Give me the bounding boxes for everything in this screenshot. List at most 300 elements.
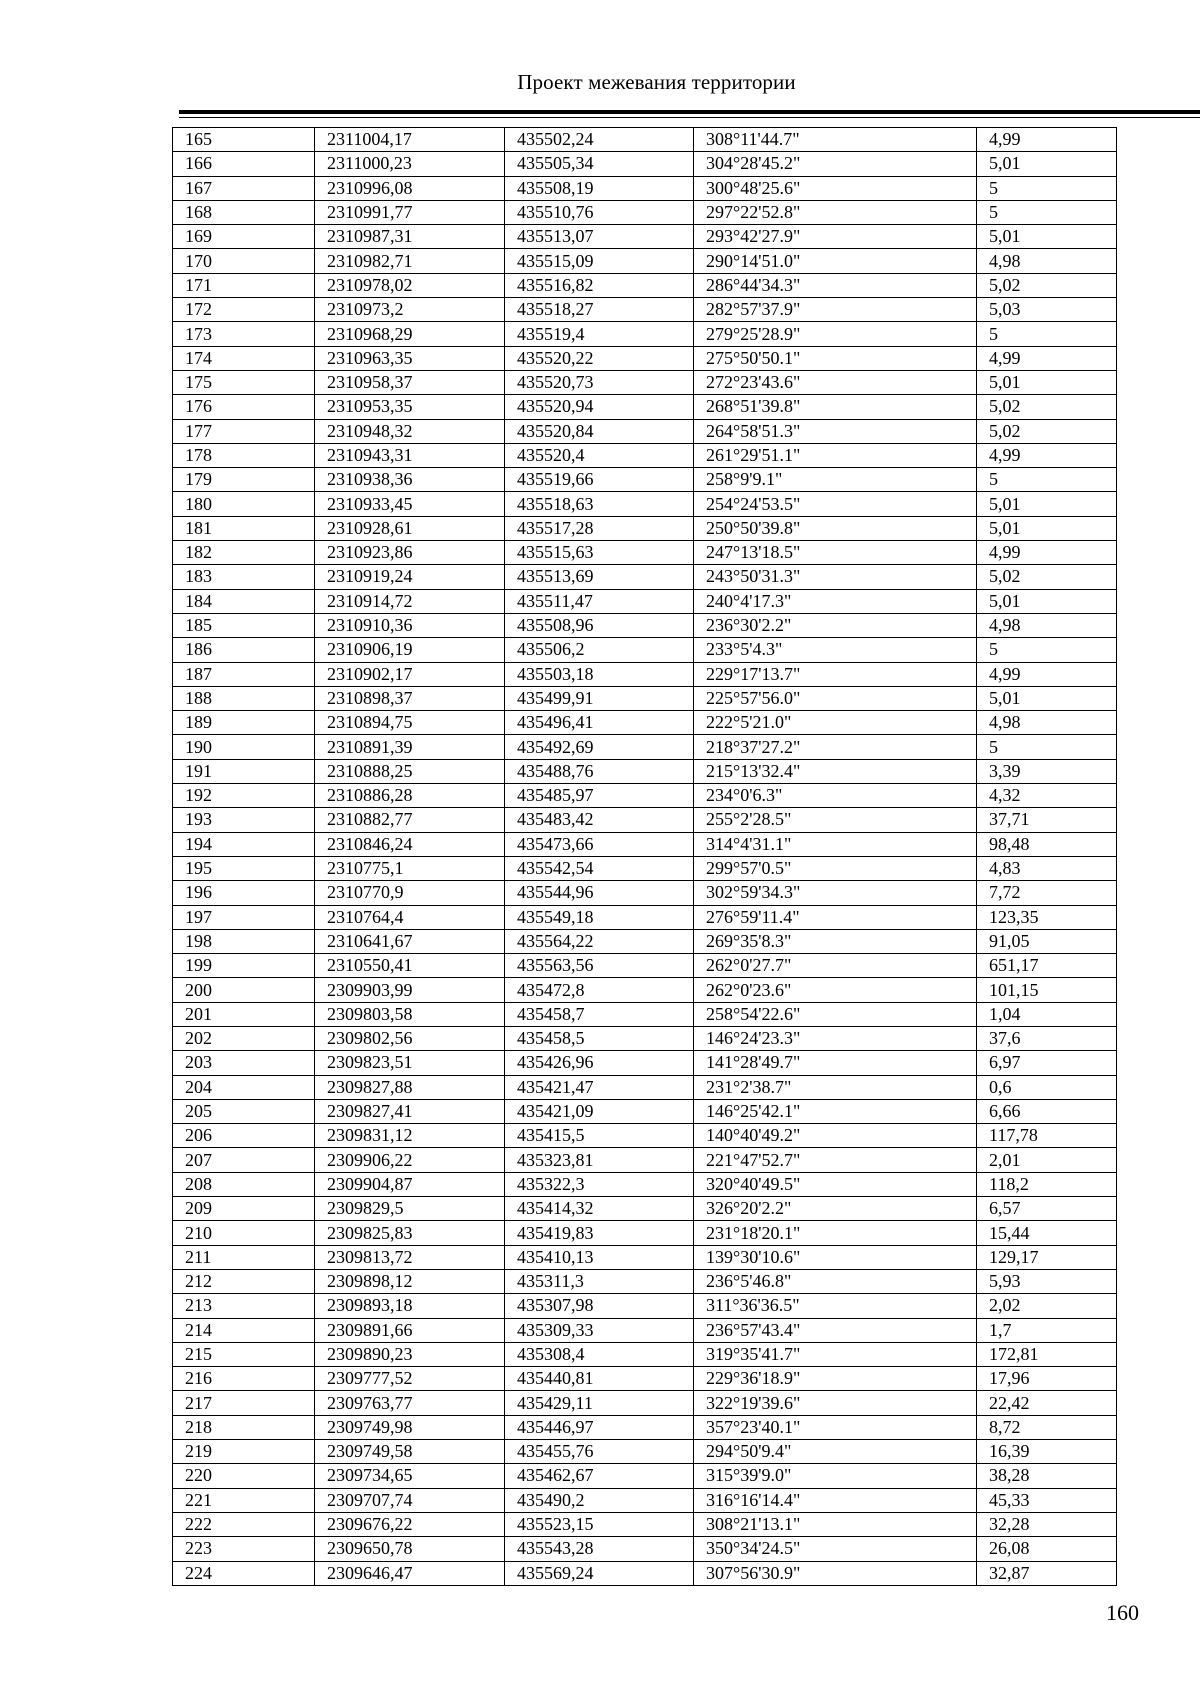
x-coordinate-cell: 2309906,22 [315,1148,505,1172]
x-coordinate-cell: 2309802,56 [315,1026,505,1050]
distance-cell: 118,2 [977,1172,1117,1196]
y-coordinate-cell: 435462,67 [505,1464,694,1488]
direction-angle-cell: 279°25'28.9" [694,322,977,346]
distance-cell: 5,02 [977,273,1117,297]
point-number-cell: 203 [173,1051,315,1075]
table-row [173,978,1117,1002]
point-number-cell: 167 [173,176,315,200]
distance-cell: 4,32 [977,784,1117,808]
direction-angle-cell: 293°42'27.9" [694,225,977,249]
point-number-cell: 179 [173,468,315,492]
x-coordinate-cell: 2309707,74 [315,1488,505,1512]
direction-angle-cell: 218°37'27.2" [694,735,977,759]
point-number-cell: 189 [173,711,315,735]
direction-angle-cell: 294°50'9.4" [694,1440,977,1464]
point-number-cell: 210 [173,1221,315,1245]
x-coordinate-cell: 2309763,77 [315,1391,505,1415]
distance-cell: 45,33 [977,1488,1117,1512]
direction-angle-cell: 139°30'10.6" [694,1245,977,1269]
y-coordinate-cell: 435569,24 [505,1561,694,1585]
direction-angle-cell: 326°20'2.2" [694,1197,977,1221]
point-number-cell: 205 [173,1099,315,1123]
point-number-cell: 171 [173,273,315,297]
point-number-cell: 178 [173,443,315,467]
direction-angle-cell: 146°25'42.1" [694,1099,977,1123]
distance-cell: 117,78 [977,1124,1117,1148]
point-number-cell: 204 [173,1075,315,1099]
distance-cell: 15,44 [977,1221,1117,1245]
point-number-cell: 200 [173,978,315,1002]
table-row [173,346,1117,370]
distance-cell: 37,6 [977,1026,1117,1050]
y-coordinate-cell: 435564,22 [505,929,694,953]
distance-cell: 4,99 [977,443,1117,467]
y-coordinate-cell: 435440,81 [505,1367,694,1391]
distance-cell: 1,04 [977,1002,1117,1026]
distance-cell: 4,98 [977,249,1117,273]
distance-cell: 129,17 [977,1245,1117,1269]
x-coordinate-cell: 2310978,02 [315,273,505,297]
y-coordinate-cell: 435426,96 [505,1051,694,1075]
x-coordinate-cell: 2309777,52 [315,1367,505,1391]
direction-angle-cell: 282°57'37.9" [694,298,977,322]
y-coordinate-cell: 435499,91 [505,686,694,710]
distance-cell: 5,02 [977,395,1117,419]
distance-cell: 5,01 [977,686,1117,710]
point-number-cell: 212 [173,1269,315,1293]
point-number-cell: 209 [173,1197,315,1221]
table-row [173,492,1117,516]
y-coordinate-cell: 435473,66 [505,832,694,856]
direction-angle-cell: 254°24'53.5" [694,492,977,516]
direction-angle-cell: 350°34'24.5" [694,1537,977,1561]
y-coordinate-cell: 435429,11 [505,1391,694,1415]
distance-cell: 5 [977,200,1117,224]
direction-angle-cell: 264°58'51.3" [694,419,977,443]
point-number-cell: 191 [173,759,315,783]
x-coordinate-cell: 2309898,12 [315,1269,505,1293]
distance-cell: 5,01 [977,152,1117,176]
table-row [173,1124,1117,1148]
x-coordinate-cell: 2310846,24 [315,832,505,856]
table-row [173,1148,1117,1172]
point-number-cell: 217 [173,1391,315,1415]
point-number-cell: 206 [173,1124,315,1148]
point-number-cell: 208 [173,1172,315,1196]
distance-cell: 4,99 [977,541,1117,565]
distance-cell: 37,71 [977,808,1117,832]
point-number-cell: 213 [173,1294,315,1318]
y-coordinate-cell: 435455,76 [505,1440,694,1464]
direction-angle-cell: 262°0'27.7" [694,954,977,978]
y-coordinate-cell: 435503,18 [505,662,694,686]
point-number-cell: 185 [173,613,315,637]
point-number-cell: 197 [173,905,315,929]
y-coordinate-cell: 435485,97 [505,784,694,808]
distance-cell: 2,01 [977,1148,1117,1172]
direction-angle-cell: 272°23'43.6" [694,370,977,394]
y-coordinate-cell: 435563,56 [505,954,694,978]
direction-angle-cell: 255°2'28.5" [694,808,977,832]
y-coordinate-cell: 435508,96 [505,613,694,637]
table-row [173,1172,1117,1196]
x-coordinate-cell: 2310923,86 [315,541,505,565]
x-coordinate-cell: 2310996,08 [315,176,505,200]
table-row [173,1464,1117,1488]
distance-cell: 4,98 [977,613,1117,637]
x-coordinate-cell: 2309676,22 [315,1512,505,1536]
point-number-cell: 176 [173,395,315,419]
point-number-cell: 224 [173,1561,315,1585]
direction-angle-cell: 236°5'46.8" [694,1269,977,1293]
y-coordinate-cell: 435506,2 [505,638,694,662]
direction-angle-cell: 307°56'30.9" [694,1561,977,1585]
table-row [173,638,1117,662]
distance-cell: 5,03 [977,298,1117,322]
table-row [173,1269,1117,1293]
y-coordinate-cell: 435520,73 [505,370,694,394]
x-coordinate-cell: 2309827,88 [315,1075,505,1099]
x-coordinate-cell: 2309803,58 [315,1002,505,1026]
distance-cell: 5 [977,638,1117,662]
distance-cell: 6,97 [977,1051,1117,1075]
y-coordinate-cell: 435511,47 [505,589,694,613]
y-coordinate-cell: 435508,19 [505,176,694,200]
direction-angle-cell: 290°14'51.0" [694,249,977,273]
x-coordinate-cell: 2310764,4 [315,905,505,929]
page-number: 160 [1106,1600,1139,1625]
x-coordinate-cell: 2309903,99 [315,978,505,1002]
direction-angle-cell: 222°5'21.0" [694,711,977,735]
point-number-cell: 168 [173,200,315,224]
table-row [173,1512,1117,1536]
point-number-cell: 172 [173,298,315,322]
y-coordinate-cell: 435520,22 [505,346,694,370]
table-row [173,929,1117,953]
point-number-cell: 183 [173,565,315,589]
x-coordinate-cell: 2309749,98 [315,1415,505,1439]
x-coordinate-cell: 2309831,12 [315,1124,505,1148]
distance-cell: 5,02 [977,419,1117,443]
point-number-cell: 188 [173,686,315,710]
point-number-cell: 165 [173,128,315,152]
x-coordinate-cell: 2310894,75 [315,711,505,735]
distance-cell: 5 [977,468,1117,492]
table-row [173,1026,1117,1050]
x-coordinate-cell: 2309904,87 [315,1172,505,1196]
direction-angle-cell: 258°9'9.1" [694,468,977,492]
distance-cell: 38,28 [977,1464,1117,1488]
distance-cell: 2,02 [977,1294,1117,1318]
y-coordinate-cell: 435510,76 [505,200,694,224]
page-header-title: Проект межевания территории [517,70,796,94]
x-coordinate-cell: 2309749,58 [315,1440,505,1464]
distance-cell: 4,99 [977,662,1117,686]
table-row [173,200,1117,224]
table-row [173,905,1117,929]
y-coordinate-cell: 435515,63 [505,541,694,565]
distance-cell: 32,87 [977,1561,1117,1585]
table-row [173,759,1117,783]
point-number-cell: 175 [173,370,315,394]
direction-angle-cell: 302°59'34.3" [694,881,977,905]
point-number-cell: 170 [173,249,315,273]
direction-angle-cell: 315°39'9.0" [694,1464,977,1488]
y-coordinate-cell: 435308,4 [505,1342,694,1366]
distance-cell: 5,01 [977,370,1117,394]
y-coordinate-cell: 435483,42 [505,808,694,832]
distance-cell: 98,48 [977,832,1117,856]
direction-angle-cell: 146°24'23.3" [694,1026,977,1050]
table-row [173,1245,1117,1269]
y-coordinate-cell: 435415,5 [505,1124,694,1148]
distance-cell: 5,01 [977,492,1117,516]
direction-angle-cell: 247°13'18.5" [694,541,977,565]
table-row [173,565,1117,589]
y-coordinate-cell: 435419,83 [505,1221,694,1245]
point-number-cell: 166 [173,152,315,176]
distance-cell: 4,99 [977,128,1117,152]
direction-angle-cell: 308°21'13.1" [694,1512,977,1536]
table-row [173,1075,1117,1099]
table-row [173,735,1117,759]
direction-angle-cell: 221°47'52.7" [694,1148,977,1172]
table-row [173,1099,1117,1123]
y-coordinate-cell: 435515,09 [505,249,694,273]
table-row [173,954,1117,978]
y-coordinate-cell: 435323,81 [505,1148,694,1172]
x-coordinate-cell: 2309891,66 [315,1318,505,1342]
x-coordinate-cell: 2310953,35 [315,395,505,419]
table-row [173,443,1117,467]
y-coordinate-cell: 435544,96 [505,881,694,905]
point-number-cell: 196 [173,881,315,905]
point-number-cell: 186 [173,638,315,662]
direction-angle-cell: 140°40'49.2" [694,1124,977,1148]
direction-angle-cell: 276°59'11.4" [694,905,977,929]
x-coordinate-cell: 2310919,24 [315,565,505,589]
table-row [173,1318,1117,1342]
direction-angle-cell: 297°22'52.8" [694,200,977,224]
point-number-cell: 214 [173,1318,315,1342]
x-coordinate-cell: 2310906,19 [315,638,505,662]
point-number-cell: 184 [173,589,315,613]
point-number-cell: 211 [173,1245,315,1269]
point-number-cell: 193 [173,808,315,832]
table-row [173,1415,1117,1439]
point-number-cell: 182 [173,541,315,565]
table-row [173,1002,1117,1026]
table-row [173,1342,1117,1366]
distance-cell: 5,01 [977,225,1117,249]
distance-cell: 3,39 [977,759,1117,783]
y-coordinate-cell: 435458,7 [505,1002,694,1026]
distance-cell: 17,96 [977,1367,1117,1391]
y-coordinate-cell: 435492,69 [505,735,694,759]
x-coordinate-cell: 2309825,83 [315,1221,505,1245]
point-number-cell: 181 [173,516,315,540]
table-row [173,1561,1117,1585]
distance-cell: 91,05 [977,929,1117,953]
direction-angle-cell: 243°50'31.3" [694,565,977,589]
y-coordinate-cell: 435517,28 [505,516,694,540]
coordinates-table-body [173,128,1117,1586]
x-coordinate-cell: 2310550,41 [315,954,505,978]
y-coordinate-cell: 435496,41 [505,711,694,735]
point-number-cell: 207 [173,1148,315,1172]
x-coordinate-cell: 2309813,72 [315,1245,505,1269]
distance-cell: 101,15 [977,978,1117,1002]
direction-angle-cell: 308°11'44.7" [694,128,977,152]
x-coordinate-cell: 2310886,28 [315,784,505,808]
direction-angle-cell: 300°48'25.6" [694,176,977,200]
direction-angle-cell: 314°4'31.1" [694,832,977,856]
point-number-cell: 180 [173,492,315,516]
y-coordinate-cell: 435414,32 [505,1197,694,1221]
direction-angle-cell: 304°28'45.2" [694,152,977,176]
table-row [173,881,1117,905]
table-row [173,1488,1117,1512]
y-coordinate-cell: 435421,47 [505,1075,694,1099]
y-coordinate-cell: 435410,13 [505,1245,694,1269]
distance-cell: 7,72 [977,881,1117,905]
direction-angle-cell: 286°44'34.3" [694,273,977,297]
table-row [173,808,1117,832]
distance-cell: 22,42 [977,1391,1117,1415]
distance-cell: 1,7 [977,1318,1117,1342]
direction-angle-cell: 322°19'39.6" [694,1391,977,1415]
distance-cell: 26,08 [977,1537,1117,1561]
table-row [173,856,1117,880]
y-coordinate-cell: 435518,27 [505,298,694,322]
y-coordinate-cell: 435519,66 [505,468,694,492]
direction-angle-cell: 262°0'23.6" [694,978,977,1002]
direction-angle-cell: 269°35'8.3" [694,929,977,953]
x-coordinate-cell: 2310902,17 [315,662,505,686]
y-coordinate-cell: 435542,54 [505,856,694,880]
table-row [173,541,1117,565]
direction-angle-cell: 299°57'0.5" [694,856,977,880]
point-number-cell: 194 [173,832,315,856]
x-coordinate-cell: 2310914,72 [315,589,505,613]
x-coordinate-cell: 2311000,23 [315,152,505,176]
y-coordinate-cell: 435421,09 [505,1099,694,1123]
y-coordinate-cell: 435446,97 [505,1415,694,1439]
y-coordinate-cell: 435490,2 [505,1488,694,1512]
y-coordinate-cell: 435523,15 [505,1512,694,1536]
point-number-cell: 192 [173,784,315,808]
x-coordinate-cell: 2310943,31 [315,443,505,467]
table-row [173,686,1117,710]
y-coordinate-cell: 435472,8 [505,978,694,1002]
table-row [173,1537,1117,1561]
x-coordinate-cell: 2309823,51 [315,1051,505,1075]
x-coordinate-cell: 2310775,1 [315,856,505,880]
x-coordinate-cell: 2310910,36 [315,613,505,637]
direction-angle-cell: 229°36'18.9" [694,1367,977,1391]
y-coordinate-cell: 435520,94 [505,395,694,419]
y-coordinate-cell: 435505,34 [505,152,694,176]
point-number-cell: 216 [173,1367,315,1391]
point-number-cell: 220 [173,1464,315,1488]
x-coordinate-cell: 2310963,35 [315,346,505,370]
y-coordinate-cell: 435458,5 [505,1026,694,1050]
distance-cell: 5,01 [977,589,1117,613]
table-row [173,298,1117,322]
y-coordinate-cell: 435519,4 [505,322,694,346]
table-row [173,249,1117,273]
x-coordinate-cell: 2310933,45 [315,492,505,516]
table-row [173,516,1117,540]
distance-cell: 32,28 [977,1512,1117,1536]
point-number-cell: 221 [173,1488,315,1512]
table-row [173,1197,1117,1221]
point-number-cell: 223 [173,1537,315,1561]
distance-cell: 651,17 [977,954,1117,978]
x-coordinate-cell: 2310958,37 [315,370,505,394]
table-row [173,711,1117,735]
direction-angle-cell: 234°0'6.3" [694,784,977,808]
point-number-cell: 174 [173,346,315,370]
table-row [173,832,1117,856]
table-row [173,1440,1117,1464]
table-row [173,784,1117,808]
table-row [173,468,1117,492]
y-coordinate-cell: 435502,24 [505,128,694,152]
point-number-cell: 202 [173,1026,315,1050]
header-rule-thick [179,110,1200,114]
table-row [173,1051,1117,1075]
direction-angle-cell: 261°29'51.1" [694,443,977,467]
x-coordinate-cell: 2309890,23 [315,1342,505,1366]
distance-cell: 4,83 [977,856,1117,880]
direction-angle-cell: 316°16'14.4" [694,1488,977,1512]
x-coordinate-cell: 2309646,47 [315,1561,505,1585]
x-coordinate-cell: 2310991,77 [315,200,505,224]
distance-cell: 5,93 [977,1269,1117,1293]
point-number-cell: 219 [173,1440,315,1464]
x-coordinate-cell: 2310982,71 [315,249,505,273]
table-row [173,1221,1117,1245]
point-number-cell: 218 [173,1415,315,1439]
distance-cell: 16,39 [977,1440,1117,1464]
table-row [173,419,1117,443]
point-number-cell: 169 [173,225,315,249]
table-row [173,225,1117,249]
distance-cell: 123,35 [977,905,1117,929]
x-coordinate-cell: 2310928,61 [315,516,505,540]
y-coordinate-cell: 435520,4 [505,443,694,467]
table-row [173,322,1117,346]
table-row [173,176,1117,200]
direction-angle-cell: 231°18'20.1" [694,1221,977,1245]
table-row [173,589,1117,613]
y-coordinate-cell: 435513,07 [505,225,694,249]
table-row [173,370,1117,394]
x-coordinate-cell: 2310641,67 [315,929,505,953]
x-coordinate-cell: 2310898,37 [315,686,505,710]
direction-angle-cell: 229°17'13.7" [694,662,977,686]
y-coordinate-cell: 435322,3 [505,1172,694,1196]
direction-angle-cell: 233°5'4.3" [694,638,977,662]
distance-cell: 5 [977,176,1117,200]
x-coordinate-cell: 2310891,39 [315,735,505,759]
distance-cell: 5 [977,735,1117,759]
distance-cell: 5 [977,322,1117,346]
direction-angle-cell: 141°28'49.7" [694,1051,977,1075]
direction-angle-cell: 319°35'41.7" [694,1342,977,1366]
table-row [173,152,1117,176]
